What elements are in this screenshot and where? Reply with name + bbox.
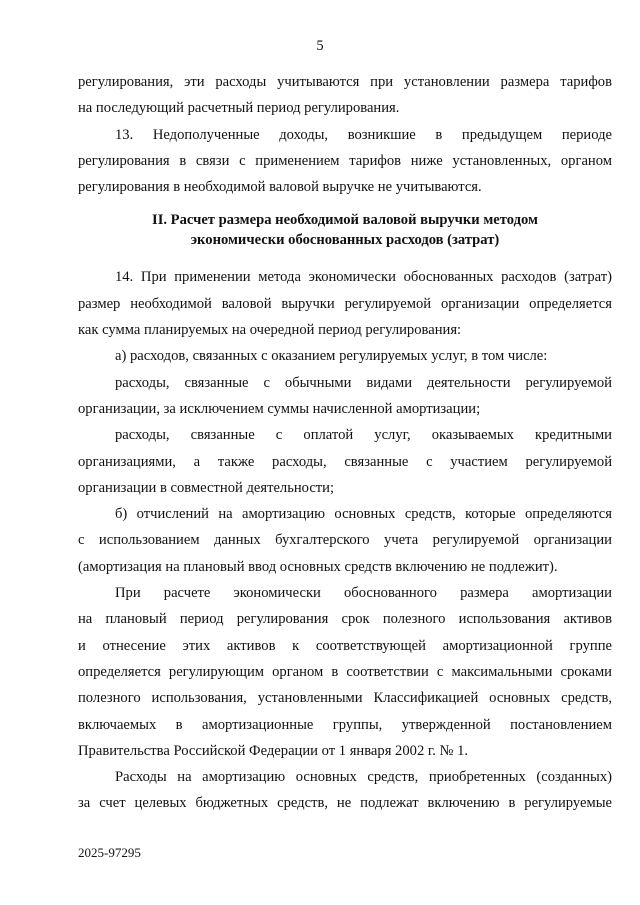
paragraph-item-14 (78, 264, 612, 343)
paragraph-expenses-credit (78, 422, 612, 501)
paragraph-subitem-a (78, 343, 612, 369)
text-line: как сумма планируемых на очередной период регулирования: (78, 322, 462, 339)
section-heading-line: II. Расчет размера необходимой валовой выручки методом (152, 212, 538, 229)
text-line: расходы, связанные с оплатой услуг, оказываемых кредитными (115, 427, 612, 444)
text-line: При расчете экономически обоснованного размера амортизации (115, 585, 612, 602)
paragraph-item-13 (78, 122, 612, 201)
paragraph-amortization-budget (78, 764, 612, 817)
document-body (78, 69, 612, 817)
text-line: 14. При применении метода экономически обоснованных расходов (затрат) (115, 269, 612, 286)
section-heading-line: экономически обоснованных расходов (затрат) (190, 232, 500, 249)
text-line: на плановый период регулирования срок полезного использования активов (78, 611, 612, 628)
paragraph-expenses-ordinary (78, 370, 612, 423)
text-line: регулирования в связи с применением тарифов ниже установленных, органом (78, 152, 612, 169)
page-number: 5 (316, 38, 324, 54)
paragraph-continuation (78, 69, 612, 122)
text-line: с использованием данных бухгалтерского учета регулируемой организации (78, 532, 612, 549)
text-line: Расходы на амортизацию основных средств, приобретенных (созданных) (115, 769, 612, 786)
text-line: полезного использования, установленными Классификацией основных средств, (78, 690, 612, 707)
text-line: расходы, связанные с обычными видами деятельности регулируемой (115, 374, 612, 391)
text-line: включаемых в амортизационные группы, утвержденной постановлением (78, 716, 612, 733)
text-line: а) расходов, связанных с оказанием регулируемых услуг, в том числе: (115, 348, 548, 365)
text-line: б) отчислений на амортизацию основных средств, которые определяются (115, 506, 612, 523)
paragraph-amortization-calculation (78, 580, 612, 764)
text-line: организациями, а также расходы, связанные с участием регулируемой (78, 453, 612, 470)
text-line: регулирования в необходимой валовой выручке не учитываются. (78, 179, 482, 196)
text-line: регулирования, эти расходы учитываются при установлении размера тарифов (78, 74, 612, 90)
text-line: за счет целевых бюджетных средств, не подлежат включению в регулируемые (78, 795, 612, 812)
text-line: (амортизация на плановый ввод основных средств включению не подлежит). (78, 558, 558, 575)
text-line: организации в совместной деятельности; (78, 479, 335, 496)
section-heading (78, 210, 612, 250)
text-line: 13. Недополученные доходы, возникшие в предыдущем периоде (115, 126, 612, 143)
paragraph-subitem-b (78, 501, 612, 580)
text-line: на последующий расчетный период регулирования. (78, 100, 400, 117)
text-line: размер необходимой валовой выручки регулируемой организации определяется (78, 295, 612, 312)
text-line: Правительства Российской Федерации от 1 января 2002 г. № 1. (78, 742, 469, 759)
text-line: определяется регулирующим органом в соответствии с максимальными сроками (78, 663, 612, 680)
document-code: 2025-97295 (78, 845, 141, 860)
text-line: организации, за исключением суммы начисленной амортизации; (78, 400, 481, 417)
text-line: и отнесение этих активов к соответствующей амортизационной группе (78, 637, 612, 654)
